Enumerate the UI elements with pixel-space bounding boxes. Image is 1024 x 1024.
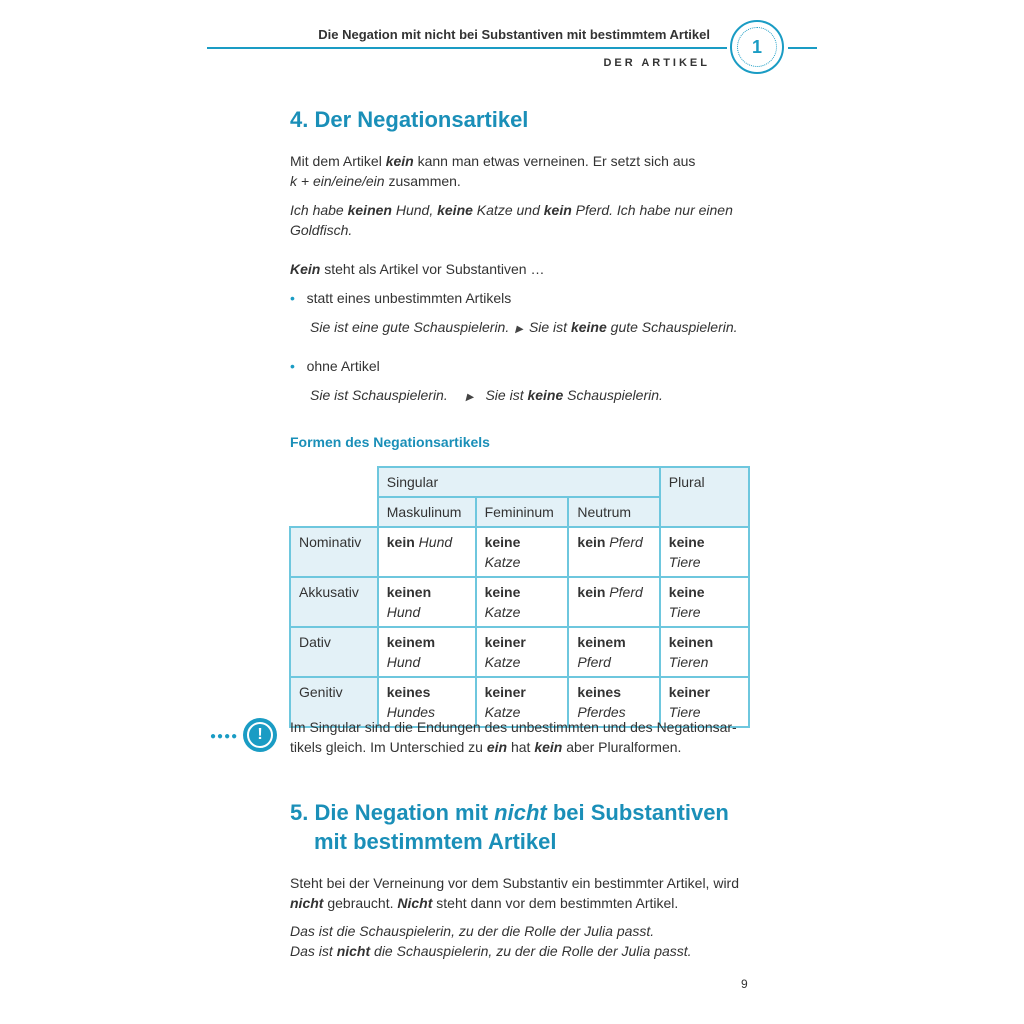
header-rule-right <box>788 47 817 49</box>
chapter-badge <box>730 20 784 74</box>
table-cell: keinem Hund <box>378 627 476 677</box>
bullet-2-example: Sie ist Schauspielerin. ▶ Sie ist keine Schauspielerin. <box>310 385 770 408</box>
page-number: 9 <box>741 977 748 991</box>
table-cell: keinen Hund <box>378 577 476 627</box>
header-neuter: Neutrum <box>568 497 659 527</box>
table-cell: keines Hundes <box>378 677 476 727</box>
table-heading: Formen des Negationsartikels <box>290 434 490 450</box>
table-cell: keine Tiere <box>660 577 749 627</box>
table-cell: keine Katze <box>476 527 569 577</box>
header-plural: Plural <box>660 467 749 527</box>
table-cell: keiner Katze <box>476 677 569 727</box>
case-label: Dativ <box>290 627 378 677</box>
bullet-dot-icon: • <box>290 290 295 306</box>
note-paragraph: Im Singular sind die Endungen des unbestimmten und des Negationsar-tikels gleich. Im Unterschied zu ein hat kein aber Pluralformen. <box>290 719 737 755</box>
table-corner <box>290 467 378 497</box>
case-label: Genitiv <box>290 677 378 727</box>
running-header-title: Die Negation mit nicht bei Substantiven mit bestimmtem Artikel <box>318 27 710 42</box>
header-feminine: Femininum <box>476 497 569 527</box>
table-cell: keinem Pferd <box>568 627 659 677</box>
table-cell: keines Pferdes <box>568 677 659 727</box>
note-dots: ●●●● <box>210 731 239 742</box>
bullet-1-example: Sie ist eine gute Schauspielerin. ▶ Sie ist keine gute Schauspielerin. <box>310 317 770 340</box>
bullet-item-2: • ohne Artikel <box>290 358 380 374</box>
header-singular: Singular <box>378 467 660 497</box>
bullet-item-1: • statt eines unbestimmten Artikels <box>290 290 512 306</box>
section-5-examples: Das ist die Schauspielerin, zu der die Rolle der Julia passt. Das ist nicht die Schauspielerin, zu der die Rolle der Julia passt. <box>290 923 692 959</box>
negation-article-table <box>289 466 750 728</box>
table-cell: keiner Tiere <box>660 677 749 727</box>
example-paragraph: Ich habe keinen Hund, keine Katze und kein Pferd. Ich habe nur einen Goldfisch. <box>290 202 733 238</box>
exclamation-icon: ! <box>243 718 277 752</box>
lead-sentence: Kein steht als Artikel vor Substantiven … <box>290 261 545 277</box>
chapter-number: 1 <box>737 27 777 67</box>
table-cell: keiner Katze <box>476 627 569 677</box>
case-label: Nominativ <box>290 527 378 577</box>
table-corner <box>290 497 378 527</box>
case-label: Akkusativ <box>290 577 378 627</box>
bullet-dot-icon: • <box>290 358 295 374</box>
chapter-label: DER ARTIKEL <box>603 57 710 69</box>
arrow-right-icon: ▶ <box>465 392 474 403</box>
section-4-heading: 4. Der Negationsartikel <box>290 107 529 132</box>
table-cell: kein Hund <box>378 527 476 577</box>
table-row <box>290 577 749 627</box>
table-row <box>290 527 749 577</box>
section-5-paragraph: Steht bei der Verneinung vor dem Substantiv ein bestimmter Artikel, wird nicht gebraucht. Nicht steht dann vor dem bestimmten Artikel. <box>290 875 739 911</box>
table-cell: keine Tiere <box>660 527 749 577</box>
intro-paragraph: Mit dem Artikel kein kann man etwas verneinen. Er setzt sich aus k + ein/eine/ein zusammen. <box>290 153 696 189</box>
header-masculine: Maskulinum <box>378 497 476 527</box>
table-cell: keine Katze <box>476 577 569 627</box>
table-cell: kein Pferd <box>568 527 659 577</box>
table-cell: kein Pferd <box>568 577 659 627</box>
table-cell: keinen Tieren <box>660 627 749 677</box>
section-5-heading: 5. Die Negation mit nicht bei Substantiven mit bestimmtem Artikel <box>290 800 729 854</box>
arrow-right-icon: ▶ <box>515 324 523 335</box>
table-row <box>290 627 749 677</box>
header-rule <box>207 47 727 49</box>
